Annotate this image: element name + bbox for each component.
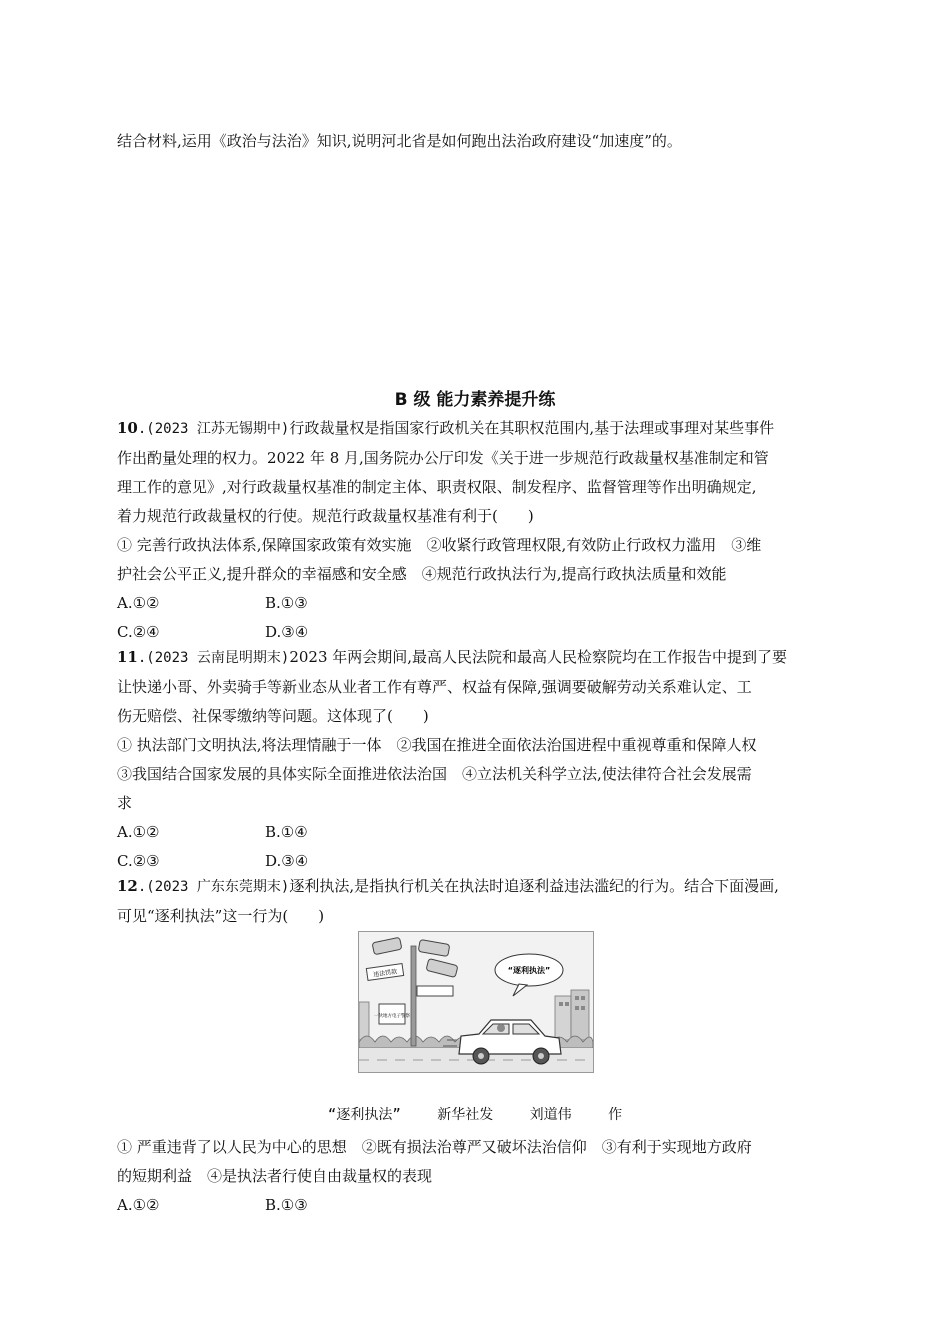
- stem-line: 逐利执法,是指执行机关在执法时追逐利益违法滥纪的行为。结合下面漫画,: [289, 877, 779, 895]
- stem-line: 作出酌量处理的权力。2022 年 8 月,国务院办公厅印发《关于进一步规范行政裁量权基准制定和管: [117, 449, 769, 467]
- placard-label: 一伙地方电子警察: [374, 1014, 410, 1019]
- cartoon-drawing: [359, 932, 593, 1072]
- question-number: 11: [117, 648, 138, 666]
- option-b[interactable]: B.①③: [265, 594, 308, 612]
- question-10: [117, 414, 835, 647]
- option-b[interactable]: B.①③: [265, 1196, 308, 1214]
- statement-line: ① 执法部门文明执法,将法理情融于一体 ②我国在推进全面依法治国进程中重视尊重和保障人权: [117, 736, 757, 754]
- option-d[interactable]: D.③④: [265, 623, 309, 641]
- intro-question: 结合材料,运用《政治与法治》知识,说明河北省是如何跑出法治政府建设“加速度”的。: [117, 132, 682, 150]
- question-number: 10: [117, 419, 138, 437]
- statement-line: ③我国结合国家发展的具体实际全面推进依法治国 ④立法机关科学立法,使法律符合社会发展需: [117, 765, 752, 783]
- question-12-choices: [117, 1133, 835, 1220]
- options-row: [117, 589, 835, 618]
- cartoon-image: [358, 931, 594, 1073]
- stem-line: 行政裁量权是指国家行政机关在其职权范围内,基于法理或事理对某些事件: [289, 419, 775, 437]
- statement-line: ① 完善行政执法体系,保障国家政策有效实施 ②收紧行政管理权限,有效防止行政权力滥用 ③维: [117, 536, 762, 554]
- statement-line: 求: [117, 794, 133, 812]
- stem-line: 理工作的意见》,对行政裁量权基准的制定主体、职责权限、制发程序、监督管理等作出明确规定,: [117, 478, 757, 496]
- section-title: B 级 能力素养提升练: [394, 390, 556, 410]
- caption-suffix: 作: [608, 1107, 623, 1123]
- stem-line: 着力规范行政裁量权的行使。规范行政裁量权基准有利于( ): [117, 507, 534, 525]
- statement-line: ① 严重违背了以人民为中心的思想 ②既有损法治尊严又破坏法治信仰 ③有利于实现地方政府: [117, 1138, 752, 1156]
- option-a[interactable]: A.①②: [117, 594, 160, 612]
- speech-bubble-text: “逐利执法”: [507, 966, 551, 975]
- option-b[interactable]: B.①④: [265, 823, 308, 841]
- stem-line: 伤无赔偿、社保零缴纳等问题。这体现了( ): [117, 707, 429, 725]
- question-source: .(2023 江苏无锡期中): [137, 421, 290, 437]
- statement-line: 的短期利益 ④是执法者行使自由裁量权的表现: [117, 1167, 433, 1185]
- option-c[interactable]: C.②④: [117, 623, 160, 641]
- option-a[interactable]: A.①②: [117, 1196, 160, 1214]
- caption-title: “逐利执法”: [327, 1107, 401, 1123]
- caption-publisher: 新华社发: [437, 1107, 494, 1123]
- option-a[interactable]: A.①②: [117, 823, 160, 841]
- caption-author: 刘道伟: [529, 1107, 572, 1123]
- option-c[interactable]: C.②③: [117, 852, 160, 870]
- options-row: [117, 1191, 835, 1220]
- question-11: [117, 643, 835, 876]
- sign-label: 违法罚款: [372, 968, 398, 979]
- stem-line: 可见“逐利执法”这一行为( ): [117, 907, 325, 925]
- options-row: [117, 818, 835, 847]
- question-10-stem: [117, 414, 835, 444]
- question-12: [117, 872, 835, 931]
- option-d[interactable]: D.③④: [265, 852, 309, 870]
- question-source: .(2023 云南昆明期末): [137, 650, 290, 666]
- question-11-stem: [117, 643, 835, 673]
- cartoon-caption: [0, 1104, 950, 1126]
- statement-line: 护社会公平正义,提升群众的幸福感和安全感 ④规范行政执法行为,提高行政执法质量和效能: [117, 565, 727, 583]
- question-12-stem: [117, 872, 835, 902]
- question-source: .(2023 广东东莞期末): [137, 879, 290, 895]
- question-number: 12: [117, 877, 138, 895]
- stem-line: 让快递小哥、外卖骑手等新业态从业者工作有尊严、权益有保障,强调要破解劳动关系难认定、工: [117, 678, 752, 696]
- stem-line: 2023 年两会期间,最高人民法院和最高人民检察院均在工作报告中提到了要: [289, 648, 788, 666]
